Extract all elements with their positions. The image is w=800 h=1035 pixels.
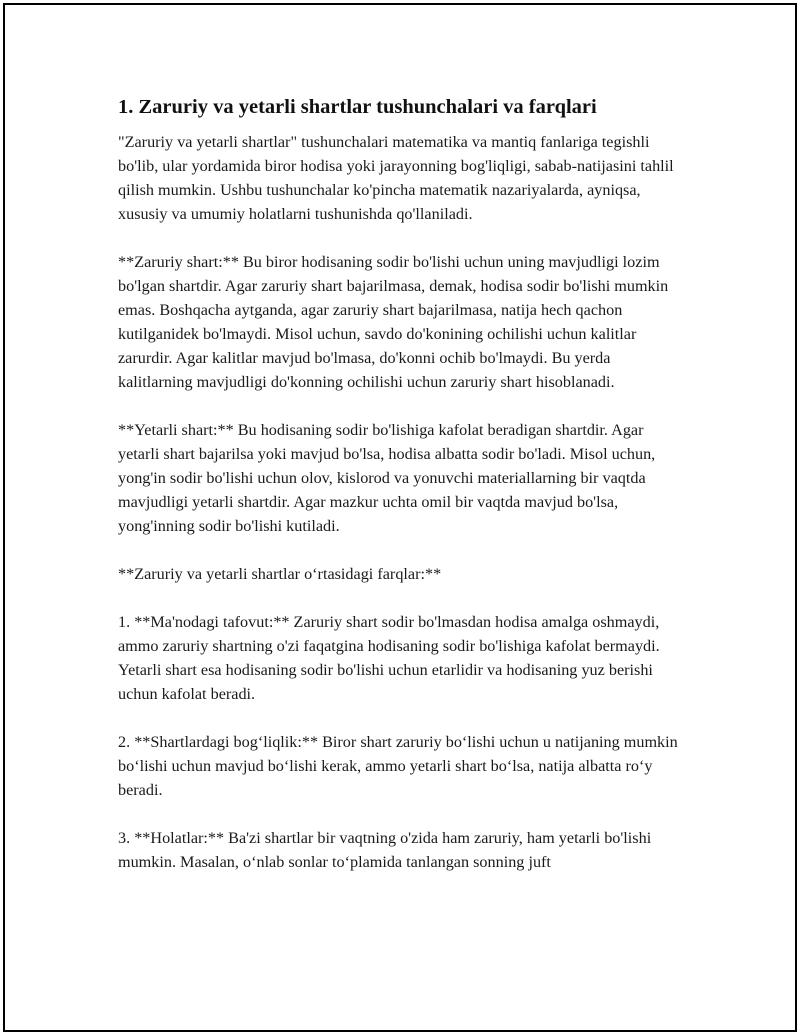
paragraph-differences-heading: **Zaruriy va yetarli shartlar o‘rtasidagi farqlar:** — [118, 565, 442, 583]
paragraph-difference-1: 1. **Ma'nodagi tafovut:** Zaruriy shart sodir bo'lmasdan hodisa amalga oshmaydi, ammo zaruriy shartning o'zi faqatgina hodisaning sodir bo'lishiga kafolat bermaydi. Yetarli shart esa hodisaning sodir bo'lishi uchun etarlidir va hodisaning yuz berishi uchun kafolat beradi. — [118, 613, 660, 703]
document-body — [118, 94, 688, 898]
paragraph-intro: "Zaruriy va yetarli shartlar" tushunchalari matematika va mantiq fanlariga tegishli bo'lib, ular yordamida biror hodisa yoki jarayonning bog'liqligi, sabab-natijasini tahlil qilish mumkin. Ushbu tushunchalar ko'pincha matematik nazariyalarda, ayniqsa, xususiy va umumiy holatlarni tushunishda qo'llaniladi. — [118, 133, 674, 223]
paragraph-sufficient-condition: **Yetarli shart:** Bu hodisaning sodir bo'lishiga kafolat beradigan shartdir. Agar yetarli shart bajarilsa yoki mavjud bo'lsa, hodisa albatta sodir bo'ladi. Misol uchun, yong'in sodir bo'lishi uchun olov, kislorod va yonuvchi materiallarning bir vaqtda mavjudligi yetarli shartdir. Agar mazkur uchta omil bir vaqtda mavjud bo'lsa, yong'inning sodir bo'lishi kutiladi. — [118, 421, 656, 535]
section-heading: 1. Zaruriy va yetarli shartlar tushunchalari va farqlari — [118, 96, 597, 118]
paragraph-necessary-condition: **Zaruriy shart:** Bu biror hodisaning sodir bo'lishi uchun uning mavjudligi lozim bo'lgan shartdir. Agar zaruriy shart bajarilmasa, demak, hodisa sodir bo'lishi mumkin emas. Boshqacha aytganda, agar zaruriy shart bajarilmasa, natija hech qachon kutilganidek bo'lmaydi. Misol uchun, savdo do'konining ochilishi uchun kalitlar zarurdir. Agar kalitlar mavjud bo'lmasa, do'konni ochib bo'lmaydi. Bu yerda kalitlarning mavjudligi do'konning ochilishi uchun zaruriy shart hisoblanadi. — [118, 253, 669, 391]
paragraph-difference-3: 3. **Holatlar:** Ba'zi shartlar bir vaqtning o'zida ham zaruriy, ham yetarli bo'lishi mumkin. Masalan, o‘nlab sonlar to‘plamida tanlangan sonning juft — [118, 829, 652, 871]
paragraph-difference-2: 2. **Shartlardagi bog‘liqlik:** Biror shart zaruriy bo‘lishi uchun u natijaning mumkin bo‘lishi uchun mavjud bo‘lishi kerak, ammo yetarli shart bo‘lsa, natija albatta ro‘y beradi. — [118, 733, 678, 799]
